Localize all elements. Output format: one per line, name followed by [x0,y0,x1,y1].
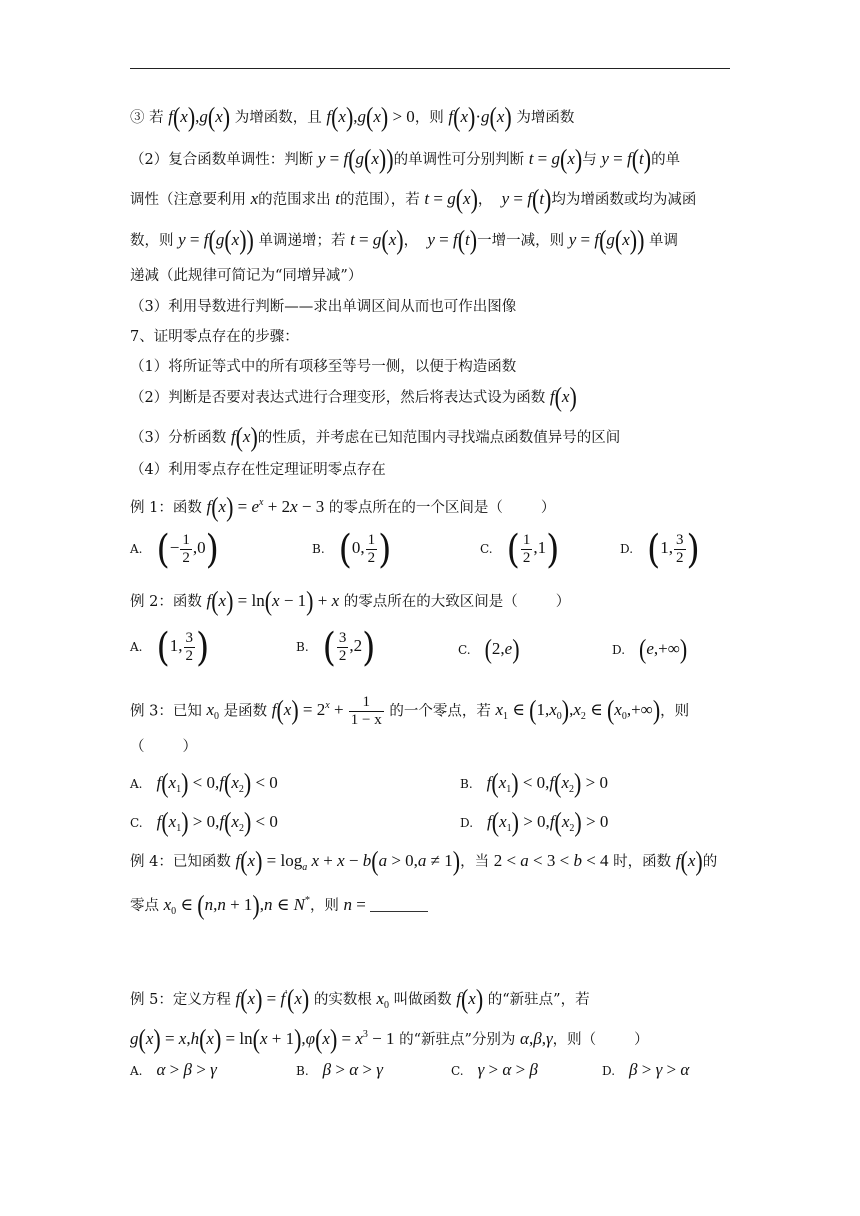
text: 与 [582,152,602,168]
option-label: C. [451,1064,464,1078]
text: 的性质，并考虑在已知范围内寻找端点函数值异号的区间 [257,430,621,446]
text: 为增函数 [516,110,575,126]
example-5-line-2: $g(x) = x,h(x) = \ln(x + 1),\varphi(x) = x^3 - 1$ 的“新驻点”分别为 α,β,γ，则（ ） [130,1022,649,1054]
text: ，则 [414,110,449,126]
text: 的“新驻点”分别为 [399,1032,521,1048]
example-1-option-a[interactable]: A. (− $\frac{1}{2}$ ,0) [130,526,219,573]
text-line: （2）判断是否要对表达式进行合理变形，然后将表达式设为函数 f(x) [130,380,577,412]
option-label: A. [130,542,143,557]
text: 的一个零点，若 [389,703,496,720]
option-label: A. [130,1064,143,1078]
text: 的实数根 [313,992,377,1008]
option-label: A. [130,640,143,655]
example-3-option-c[interactable]: C. $f(x_1) > 0,f(x_2) < 0$ [130,805,278,837]
text-line: （2）复合函数单调性：判断 y = f(g(x))的单调性可分别判断 t = g(x)与 y = f(t)的单 [130,142,681,174]
text: 例 2：函数 [130,594,207,610]
text: ，则 [309,898,344,914]
text: 单调 [649,233,679,249]
text-line: （3）分析函数 f(x)的性质，并考虑在已知范围内寻找端点函数值异号的区间 [130,420,621,452]
text: 一增一减，则 [477,233,569,249]
text: 数，则 [130,233,179,249]
text: 的范围求出 [258,192,336,208]
text: （2）复合函数单调性：判断 [130,152,318,168]
text-line: 递减（此规律可简记为“同增异减”） [130,268,363,284]
example-3-question: 例 3：已知 $x_0$ 是函数 $f(x) = 2^x$ + $\frac{1}{1 - x}$ 的一个零点，若 $x_1$ ∈ $(1,x_0),x_2$ ∈ $(x_0,+\infty)$，则 [130,694,690,728]
example-2-option-d[interactable]: D. (e,+∞) [612,632,688,664]
example-5-option-c[interactable]: C. γ > α > β [451,1060,538,1079]
text-line: 数，则 y = f(g(x)) 单调递增；若 t = g(x)， y = f(t)一增一减，则 y = f(g(x)) 单调 [130,223,679,255]
text-line: ③ 若 f(x),g(x) 为增函数，且 f(x),g(x) > 0，则 f(x)·g(x) 为增函数 [130,100,575,132]
text: 例 4：已知函数 [130,854,236,870]
text-line: （1）将所证等式中的所有项移至等号一侧，以便于构造函数 [130,359,517,375]
example-1-option-d[interactable]: D. (1, $\frac{3}{2}$ ) [620,526,700,573]
text: ， [477,192,493,208]
text: ， [403,233,419,249]
option-label: D. [460,816,474,830]
text: 的零点所在的大致区间是（ [343,594,518,610]
example-1-option-c[interactable]: C. ( $\frac{1}{2}$ ,1) [480,526,560,573]
example-1-question: 例 1：函数 $f(x) = e^x + 2x - 3$ 的零点所在的一个区间是（ ） [130,490,556,522]
example-4-line-2: 零点 $x_0$ ∈ (n,n + 1),n ∈ N*，则 n = [130,890,428,923]
text: 的单 [651,152,681,168]
text: 时，函数 [613,854,676,870]
example-2-option-b[interactable]: B. ( $\frac{3}{2}$ ,2) [296,624,376,671]
example-2-option-c[interactable]: C. (2,e) [458,632,520,664]
option-label: C. [130,816,143,830]
option-label: B. [312,542,325,557]
text: ） [555,594,571,610]
option-label: A. [130,777,143,791]
text: ） [182,739,197,755]
option-label: D. [620,542,634,557]
text: 叫做函数 [393,992,457,1008]
text: ） [634,1032,649,1048]
text: ，则 [660,703,690,720]
option-label: C. [458,643,471,657]
text-line: （3）利用导数进行判断——求出单调区间从而也可作出图像 [130,299,517,315]
example-5-question: 例 5：定义方程 f(x) = f'(x) 的实数根 $x_0$ 叫做函数 f(x) 的“新驻点”，若 [130,982,590,1014]
text-line: （4）利用零点存在性定理证明零点存在 [130,462,386,478]
text: ，当 [460,854,494,870]
text: ，则（ [552,1032,597,1048]
section-heading: 7、证明零点存在的步骤： [130,329,299,345]
option-label: D. [612,643,626,657]
option-label: D. [602,1064,616,1078]
text: 的“新驻点”，若 [487,992,590,1008]
text: 例 3：已知 [130,703,207,720]
example-4-question: 例 4：已知函数 $f(x) = \log_a x + x - b(a > 0,a \ne 1)$，当 2 < a < 3 < b < 4 时，函数 f(x)的 [130,844,718,876]
example-3-option-d[interactable]: D. $f(x_1) > 0,f(x_2) > 0$ [460,805,609,837]
example-3-option-b[interactable]: B. $f(x_1) < 0,f(x_2) > 0$ [460,766,608,798]
option-label: C. [480,542,493,557]
text: 的范围），若 [340,192,425,208]
option-label: B. [296,640,309,655]
text: 的单调性可分别判断 [393,152,529,168]
text: （ [130,739,145,755]
text: 调性（注意要利用 [130,192,251,208]
answer-blank[interactable] [370,899,428,912]
example-3-option-a[interactable]: A. $f(x_1) < 0,f(x_2) < 0$ [130,766,278,798]
example-2-option-a[interactable]: A. (1, $\frac{3}{2}$ ) [130,624,210,671]
text: 的 [702,854,718,870]
example-5-option-a[interactable]: A. α > β > γ [130,1060,217,1079]
text: （2）判断是否要对表达式进行合理变形，然后将表达式设为函数 [130,390,550,406]
text: ） [540,500,556,516]
text: 例 1：函数 [130,500,207,516]
text: 为增函数，且 [234,110,327,126]
example-3-paren [130,736,197,758]
text: ③ 若 [130,110,169,126]
text: 的零点所在的一个区间是（ [328,500,503,516]
text: 均为增函数或均为减函 [551,192,697,208]
text: 例 5：定义方程 [130,992,236,1008]
example-5-option-b[interactable]: B. β > α > γ [296,1060,383,1079]
example-1-option-b[interactable]: B. (0, $\frac{1}{2}$ ) [312,526,392,573]
text: 零点 [130,898,164,914]
option-label: B. [296,1064,309,1078]
text: （3）分析函数 [130,430,231,446]
example-2-question: 例 2：函数 f(x) = ln(x − 1) + x 的零点所在的大致区间是（ ） [130,584,571,616]
option-label: B. [460,777,473,791]
example-5-option-d[interactable]: D. β > γ > α [602,1060,690,1079]
text: 单调递增；若 [258,233,351,249]
text: 是函数 [223,703,272,720]
text-line: 调性（注意要利用 x的范围求出 t的范围），若 t = g(x)， y = f(t)均为增函数或均为减函 [130,182,697,214]
header-rule [130,68,730,69]
